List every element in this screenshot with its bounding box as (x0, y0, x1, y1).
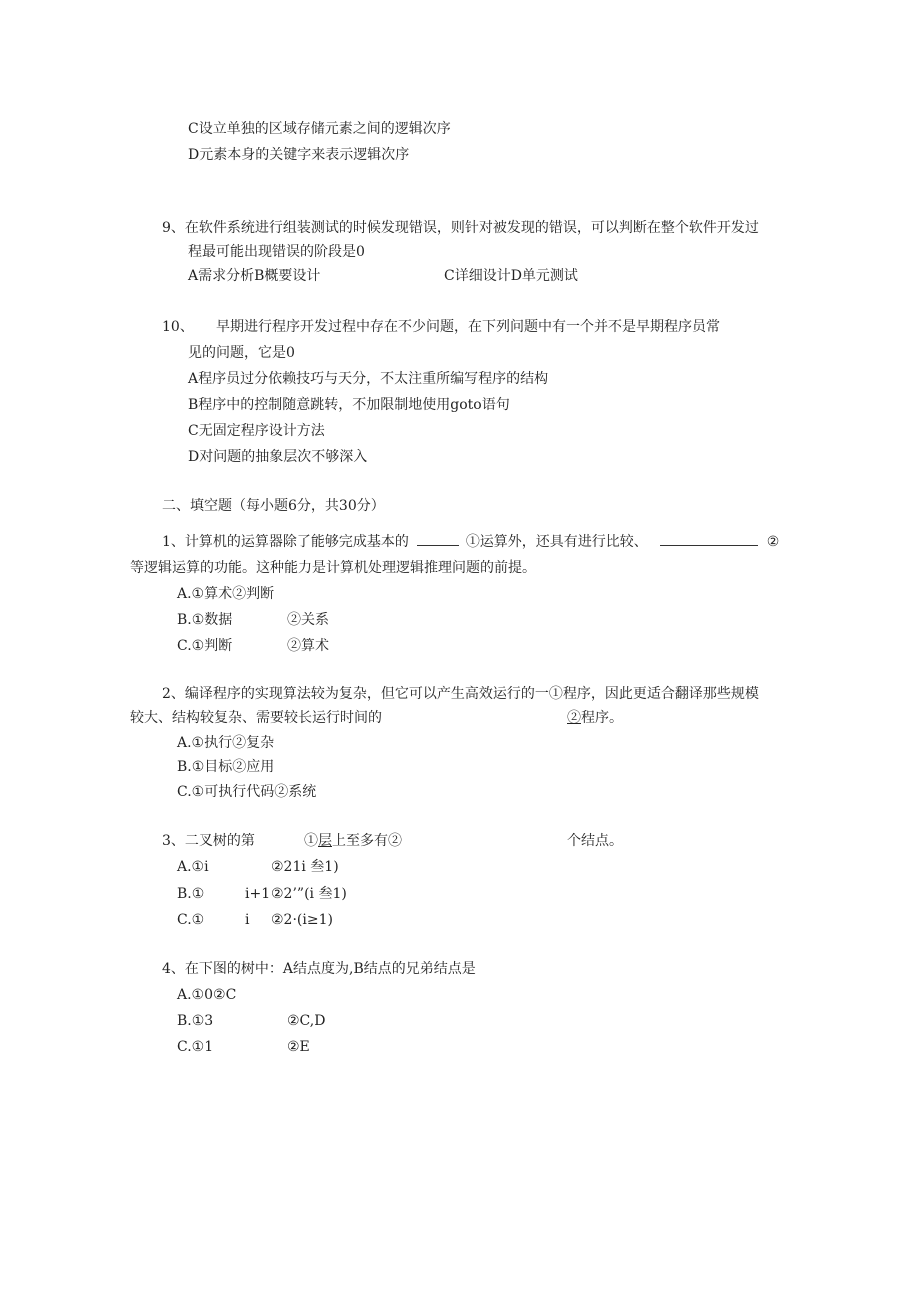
f3-line-b (304, 832, 402, 850)
f2-line2-bc (567, 709, 623, 727)
f4-option-c-left: C.①1 (177, 1039, 214, 1055)
f3-option-a-right: ②21i 叁1) (271, 859, 339, 875)
q10-text-line2: 见的问题，它是0 (188, 345, 295, 361)
f4-line: 4、在下图的树中：A结点度为,B结点的兄弟结点是 (162, 961, 476, 977)
q8-option-c: C设立单独的区域存储元素之间的逻辑次序 (188, 121, 451, 137)
q10-option-a: A程序员过分依赖技巧与天分，不太注重所编写程序的结构 (188, 371, 549, 387)
f1-line1 (162, 533, 779, 551)
f2-line2-a: 较大、结构较复杂、需要较长运行时间的 (130, 710, 382, 726)
f1-blank-1 (417, 533, 459, 546)
f1-option-a: A.①算术②判断 (177, 586, 275, 602)
f1-blank-2 (660, 533, 758, 546)
f3-line-b3: 上至多有② (332, 833, 402, 849)
f1-line1-a: 1、计算机的运算器除了能够完成基本的 (162, 534, 409, 550)
f3-line-a: 3、二叉树的第 (162, 833, 255, 849)
f3-option-c-left: C.① (177, 912, 205, 928)
f4-option-c-right: ②E (287, 1039, 310, 1055)
q9-text-line2: 程最可能出现错误的阶段是0 (188, 244, 365, 260)
q10-number: 10、 (162, 319, 194, 335)
f4-option-b-left: B.①3 (177, 1013, 214, 1029)
f2-option-a: A.①执行②复杂 (177, 735, 275, 751)
f1-option-b-right: ②关系 (287, 612, 329, 628)
q10-text-line1: 早期进行程序开发过程中存在不少问题，在下列问题中有一个并不是早期程序员常 (216, 319, 720, 335)
f4-option-a: A.①0②C (177, 987, 237, 1003)
f1-option-c-right: ②算术 (287, 638, 329, 654)
f3-option-a-left: A.①i (177, 859, 209, 875)
f1-option-c-left: C.①判断 (177, 638, 233, 654)
f2-line1: 2、编译程序的实现算法较为复杂，但它可以产生高效运行的一①程序，因此更适合翻译那些规模 (162, 686, 759, 702)
q10-option-d: D对问题的抽象层次不够深入 (188, 449, 368, 465)
q10-option-c: C无固定程序设计方法 (188, 423, 325, 439)
f3-line-c: 个结点。 (567, 833, 623, 849)
f3-option-c-mid: i (245, 912, 250, 928)
f3-option-b-left: B.① (177, 886, 205, 902)
f2-option-b: B.①目标②应用 (177, 759, 275, 775)
q9-options-cd: C详细设计D单元测试 (444, 268, 578, 284)
f3-option-c-right: ②2·(i≥1) (271, 912, 333, 928)
f3-option-b-mid: i+1 (245, 886, 271, 902)
f2-line2-c: 程序。 (581, 710, 623, 726)
q9-options-ab: A需求分析B概要设计 (188, 268, 321, 284)
f3-option-b-right: ②2’”(i 叁1) (271, 886, 347, 902)
f3-line-b1: ① (304, 833, 318, 849)
f2-option-c: C.①可执行代码②系统 (177, 784, 317, 800)
f1-option-b-left: B.①数据 (177, 612, 233, 628)
f4-option-b-right: ②C,D (287, 1013, 326, 1029)
q9-text-line1: 9、在软件系统进行组装测试的时候发现错误，则针对被发现的错误，可以判断在整个软件开发过 (162, 220, 759, 236)
f1-line1-b: ①运算外，还具有进行比较、 (465, 534, 648, 550)
f1-line2: 等逻辑运算的功能。这种能力是计算机处理逻辑推理问题的前提。 (130, 560, 536, 576)
f3-line-b2: 层 (318, 833, 332, 849)
q8-option-d: D元素本身的关键字来表示逻辑次序 (188, 147, 410, 163)
f1-line1-c: ② (766, 534, 780, 550)
f2-line2-b: ② (567, 710, 581, 726)
q10-option-b: B程序中的控制随意跳转，不加限制地使用goto语句 (188, 397, 510, 413)
section2-heading: 二、填空题（每小题6分，共30分） (162, 498, 385, 514)
